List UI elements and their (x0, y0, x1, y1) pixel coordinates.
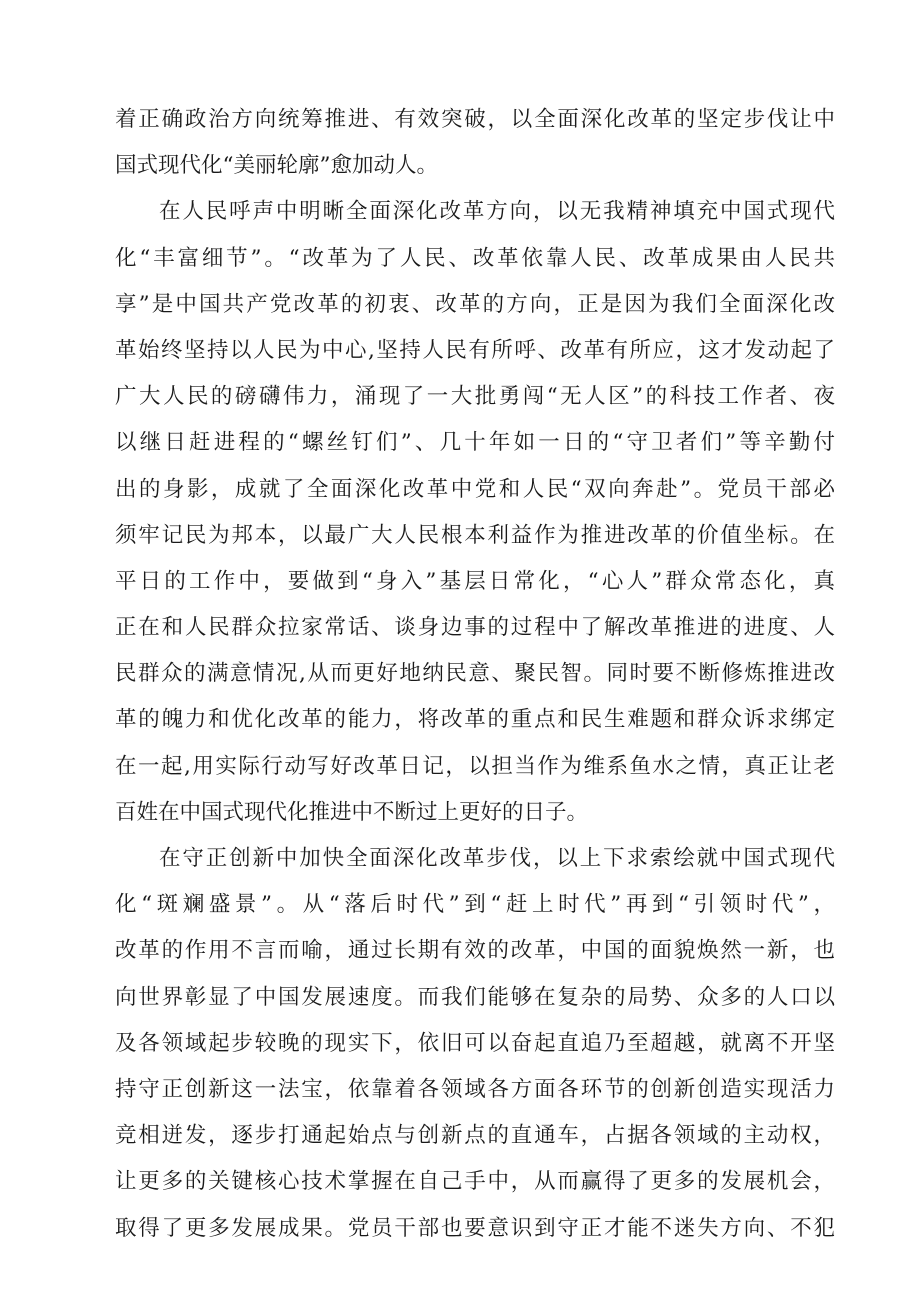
text-line: 取得了更多发展成果。党员干部也要意识到守正才能不迷失方向、不犯 (115, 1215, 835, 1241)
text-line: 在守正创新中加快全面深化改革步伐，以上下求索绘就中国式现代 (159, 846, 835, 871)
text-line: 在一起,用实际行动写好改革日记，以担当作为维系鱼水之情，真正让老 (115, 753, 835, 779)
text-line: 革的魄力和优化改革的能力，将改革的重点和民生难题和群众诉求绑定 (115, 707, 835, 733)
text-line: 革始终坚持以人民为中心,坚持人民有所呼、改革有所应，这才发动起了 (115, 337, 835, 363)
text-line: 广大人民的磅礴伟力，涌现了一大批勇闯“无人区”的科技工作者、夜 (115, 384, 835, 410)
text-line: 化“丰富细节”。“改革为了人民、改革依靠人民、改革成果由人民共 (115, 245, 835, 271)
text-line: 着正确政治方向统筹推进、有效突破，以全面深化改革的坚定步伐让中 (115, 107, 835, 132)
text-line: 平日的工作中，要做到“身入”基层日常化，“心人”群众常态化，真 (115, 568, 835, 594)
text-line: 须牢记民为邦本，以最广大人民根本利益作为推进改革的价值坐标。在 (115, 522, 835, 548)
text-line: 竞相迸发，逐步打通起始点与创新点的直通车，占据各领域的主动权， (115, 1123, 835, 1149)
text-line: 化“斑斓盛景”。从“落后时代”到“赶上时代”再到“引领时代”， (115, 892, 835, 918)
text-line: 及各领域起步较晚的现实下，依旧可以奋起直追乃至超越，就离不开坚 (115, 1030, 835, 1056)
text-line: 出的身影，成就了全面深化改革中党和人民“双向奔赴”。党员干部必 (115, 476, 835, 502)
text-line: 持守正创新这一法宝，依靠着各领域各方面各环节的创新创造实现活力 (115, 1076, 835, 1102)
text-line: 改革的作用不言而喻，通过长期有效的改革，中国的面貌焕然一新，也 (115, 938, 835, 964)
text-line: 在人民呼声中明晰全面深化改革方向，以无我精神填充中国式现代 (159, 199, 835, 225)
text-line: 百姓在中国式现代化推进中不断过上更好的日子。 (115, 799, 589, 825)
text-line: 民群众的满意情况,从而更好地纳民意、聚民智。同时要不断修炼推进改 (115, 661, 835, 687)
document-body (115, 97, 835, 1252)
text-line: 国式现代化“美丽轮廓”愈加动人。 (115, 153, 438, 179)
paragraph (115, 97, 835, 189)
paragraph (115, 836, 835, 1252)
text-line: 享”是中国共产党改革的初衷、改革的方向，正是因为我们全面深化改 (115, 291, 835, 317)
paragraph (115, 189, 835, 836)
text-line: 正在和人民群众拉家常话、谈身边事的过程中了解改革推进的进度、人 (115, 615, 835, 641)
text-line: 以继日赶进程的“螺丝钉们”、几十年如一日的“守卫者们”等辛勤付 (115, 430, 835, 456)
text-line: 向世界彰显了中国发展速度。而我们能够在复杂的局势、众多的人口以 (115, 984, 835, 1010)
text-line: 让更多的关键核心技术掌握在自己手中，从而赢得了更多的发展机会， (115, 1169, 835, 1195)
